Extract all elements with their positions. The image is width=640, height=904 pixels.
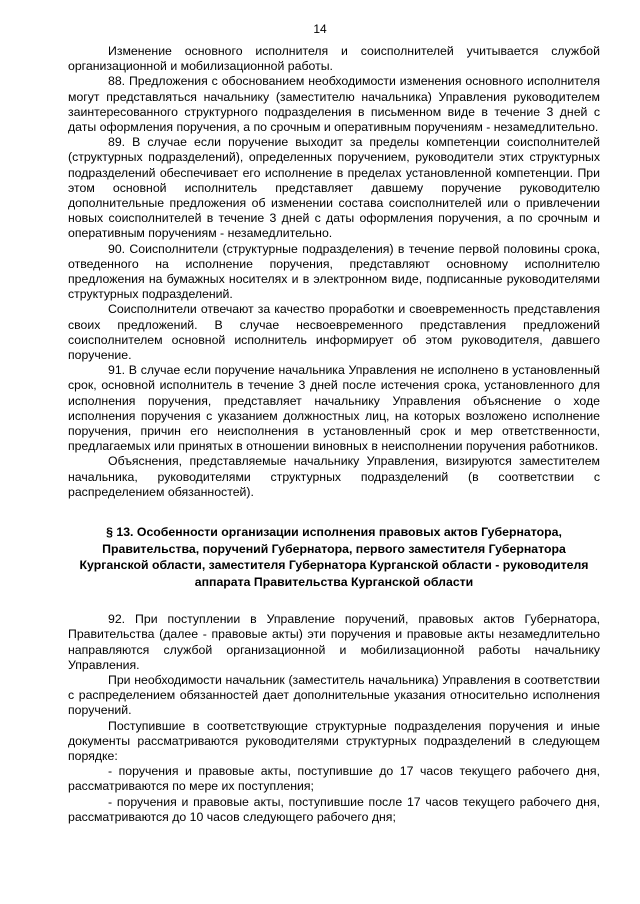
paragraph-92: 92. При поступлении в Управление поручений, правовых актов Губернатора, Правительства (далее - правовые акты) эти поручения и правовые акты незамедлительно направляются службой организационной и мобилизационной работы начальнику Управления. (68, 612, 600, 672)
paragraph: Соисполнители отвечают за качество проработки и своевременность представления своих предложений. В случае несвоевременного представления предложений соисполнителем основной исполнитель информирует об этом руководителя, давшего поручение. (68, 302, 600, 363)
paragraph: Изменение основного исполнителя и соисполнителей учитывается службой организационной и мобилизационной работы. (68, 44, 600, 74)
paragraph: При необходимости начальник (заместитель начальника) Управления в соответствии с распределением обязанностей дает дополнительные указания относительно исполнения поручений. (68, 672, 600, 718)
document-body (68, 44, 600, 825)
page-number: 14 (313, 22, 327, 36)
paragraph: Объяснения, представляемые начальнику Управления, визируются заместителем начальника, руководителями структурных подразделений (в соответствии с распределением обязанностей). (68, 454, 600, 499)
paragraph-89: 89. В случае если поручение выходит за пределы компетенции соисполнителей (структурных подразделений), определенных поручением, руководители этих структурных подразделений обеспечивает его исполнение в пределах установленной компетенции. При этом основной исполнитель представляет давшему поручение руководителю дополнительные предложения об изменении состава соисполнителей или о привлечении новых соисполнителей в течение 3 дней с даты оформления поручения, а по срочным и оперативным поручениям - незамедлительно. (68, 135, 600, 241)
list-item: - поручения и правовые акты, поступившие до 17 часов текущего рабочего дня, рассматриваются по мере их поступления; (68, 764, 600, 794)
paragraph-91: 91. В случае если поручение начальника Управления не исполнено в установленный срок, основной исполнитель в течение 3 дней после истечения срока, установленного для исполнения поручения, представляет начальнику Управления объяснение о ходе исполнения поручения с указанием должностных лиц, на которых возложено исполнение поручения, причин его неисполнения в установленный срок и мер ответственности, предлагаемых или принятых в отношении виновных в неисполнении поручения работников. (68, 363, 600, 454)
section-heading: § 13. Особенности организации исполнения правовых актов Губернатора, Правительства, поручений Губернатора, первого заместителя Губернатора Курганской области, заместителя Губернатора Курганской области - руководителя аппарата Правительства Курганской области (79, 525, 589, 589)
paragraph-88: 88. Предложения с обоснованием необходимости изменения основного исполнителя могут представляться начальнику (заместителю начальника) Управления руководителем заинтересованного структурного подразделения в письменном виде в течение 3 дней с даты оформления поручения, а по срочным и оперативным поручениям - незамедлительно. (68, 74, 600, 135)
paragraph-90: 90. Соисполнители (структурные подразделения) в течение первой половины срока, отведенного на исполнение поручения, представляют основному исполнителю предложения на бумажных носителях и в электронном виде, подписанные руководителями структурных подразделений. (68, 241, 600, 302)
list-item: - поручения и правовые акты, поступившие после 17 часов текущего рабочего дня, рассматриваются до 10 часов следующего рабочего дня; (68, 794, 600, 824)
paragraph: Поступившие в соответствующие структурные подразделения поручения и иные документы рассматриваются руководителями структурных подразделений в следующем порядке: (68, 718, 600, 763)
